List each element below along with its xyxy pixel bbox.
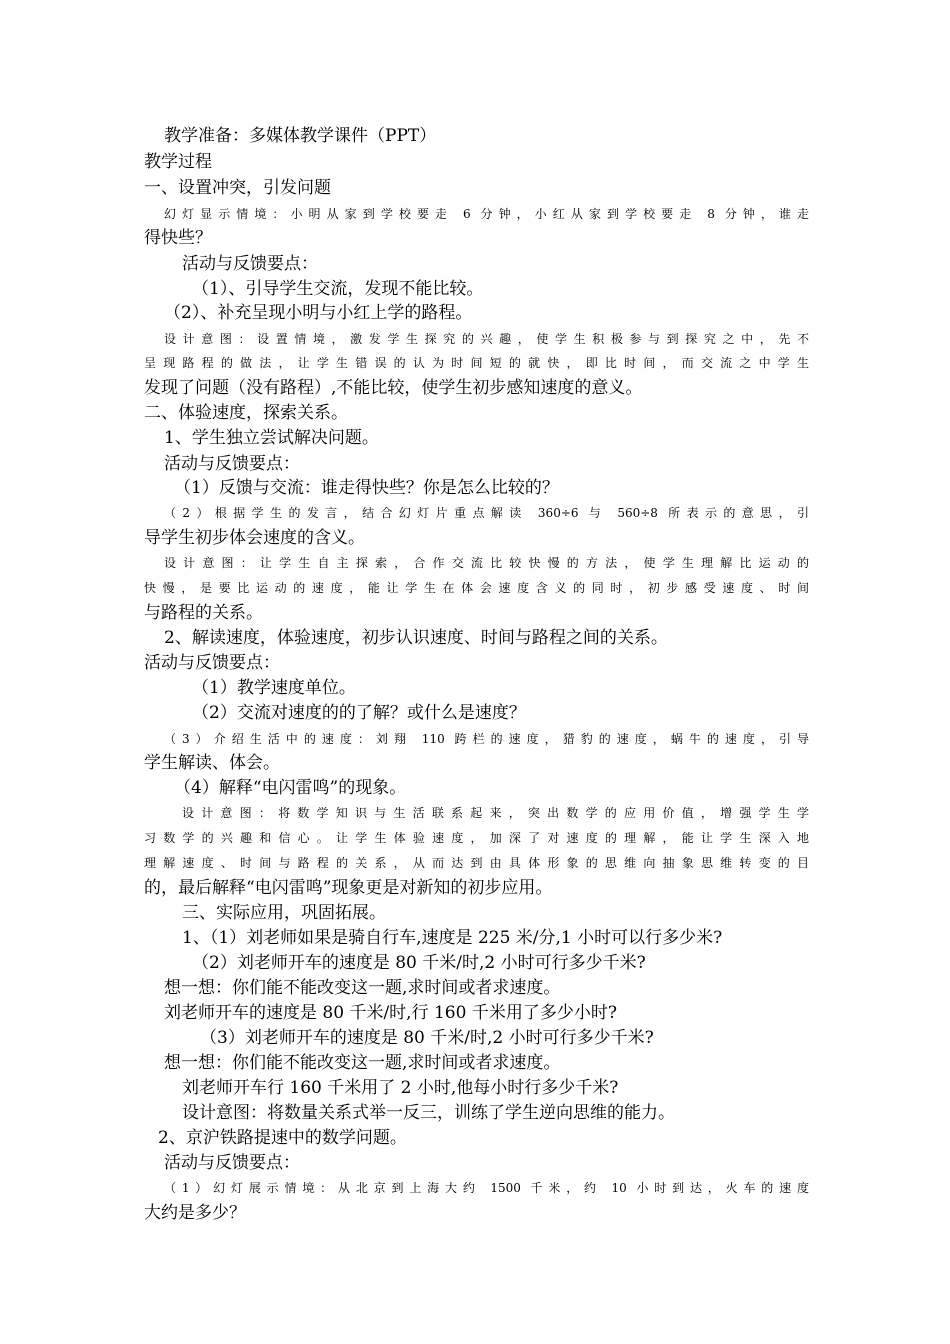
text-line: 想一想：你们能不能改变这一题,求时间或者求速度。 (164, 1053, 561, 1073)
text-line: 1、学生独立尝试解决问题。 (164, 428, 379, 448)
text-line: （4）解释“电闪雷鸣”的现象。 (174, 778, 407, 798)
text-line: 2、解读速度，体验速度，初步认识速度、时间与路程之间的关系。 (164, 628, 668, 648)
text-line: （1）教学速度单位。 (192, 678, 356, 698)
text-line: 呈现路程的做法，让学生错误的认为时间短的就快，即比时间，而交流之中学生 (144, 356, 809, 370)
text-line: 设计意图：让学生自主探索，合作交流比较快慢的方法，使学生理解比运动的 (164, 556, 809, 570)
section-heading: 二、体验速度，探索关系。 (144, 403, 348, 423)
text-line: 设计意图：设置情境，激发学生探究的兴趣，使学生积极参与到探究之中，先不 (164, 332, 809, 346)
text-line: （1）、引导学生交流，发现不能比较。 (192, 279, 484, 299)
text-line: 快慢，是要比运动的速度，能让学生在体会速度含义的同时，初步感受速度、时间 (144, 581, 809, 595)
text-line: （2）刘老师开车的速度是 80 千米/时,2 小时可行多少千米? (192, 953, 646, 973)
text-line: （3）刘老师开车的速度是 80 千米/时,2 小时可行多少千米? (200, 1028, 654, 1048)
text-line: 1、（1）刘老师如果是骑自行车,速度是 225 米/分,1 小时可以行多少米? (182, 928, 723, 948)
section-heading: 一、设置冲突，引发问题 (144, 178, 331, 198)
text-line: 幻灯显示情境：小明从家到学校要走 6 分钟，小红从家到学校要走 8 分钟，谁走 (164, 207, 809, 221)
text-line: 教学过程 (144, 152, 212, 172)
text-line: 活动与反馈要点： (144, 653, 280, 673)
text-line: 发现了问题（没有路程）,不能比较，使学生初步感知速度的意义。 (144, 378, 643, 398)
text-line: 学生解读、体会。 (144, 753, 280, 773)
text-line: （2）交流对速度的的了解？或什么是速度？ (192, 703, 526, 723)
section-heading: 三、实际应用，巩固拓展。 (182, 903, 386, 923)
text-line: 想一想：你们能不能改变这一题,求时间或者求速度。 (164, 978, 561, 998)
text-line: 与路程的关系。 (144, 603, 263, 623)
text-line: 活动与反馈要点： (164, 454, 300, 474)
text-line: 设计意图：将数学知识与生活联系起来，突出数学的应用价值，增强学生学 (182, 806, 809, 820)
text-line: 刘老师开车的速度是 80 千米/时,行 160 千米用了多少小时? (164, 1003, 617, 1023)
text-line: 活动与反馈要点： (182, 254, 318, 274)
text-line: 教学准备：多媒体教学课件（PPT） (164, 126, 437, 146)
text-line: 理解速度、时间与路程的关系，从而达到由具体形象的思维向抽象思维转变的目 (144, 856, 809, 870)
text-line: （1）幻灯展示情境：从北京到上海大约 1500 千米，约 10 小时到达，火车的速度 (164, 1181, 809, 1195)
text-line: 活动与反馈要点： (164, 1153, 300, 1173)
text-line: 导学生初步体会速度的含义。 (144, 528, 365, 548)
text-line: （3）介绍生活中的速度：刘翔 110 跨栏的速度，猎豹的速度，蜗牛的速度，引导 (164, 732, 809, 746)
text-line: 得快些？ (144, 228, 212, 248)
text-line: （2）根据学生的发言，结合幻灯片重点解读 360÷6 与 560÷8 所表示的意思，引 (164, 506, 809, 520)
text-line: 的，最后解释“电闪雷鸣”现象更是对新知的初步应用。 (144, 878, 553, 898)
text-line: （1）反馈与交流：谁走得快些？你是怎么比较的？ (174, 478, 559, 498)
text-line: 习数学的兴趣和信心。让学生体验速度，加深了对速度的理解，能让学生深入地 (144, 831, 809, 845)
text-line: 设计意图：将数量关系式举一反三，训练了学生逆向思维的能力。 (182, 1103, 675, 1123)
text-line: 刘老师开车行 160 千米用了 2 小时,他每小时行多少千米? (182, 1078, 619, 1098)
text-line: 大约是多少？ (144, 1203, 246, 1223)
text-line: （2）、补充呈现小明与小红上学的路程。 (164, 303, 473, 323)
text-line: 2、京沪铁路提速中的数学问题。 (158, 1128, 407, 1148)
